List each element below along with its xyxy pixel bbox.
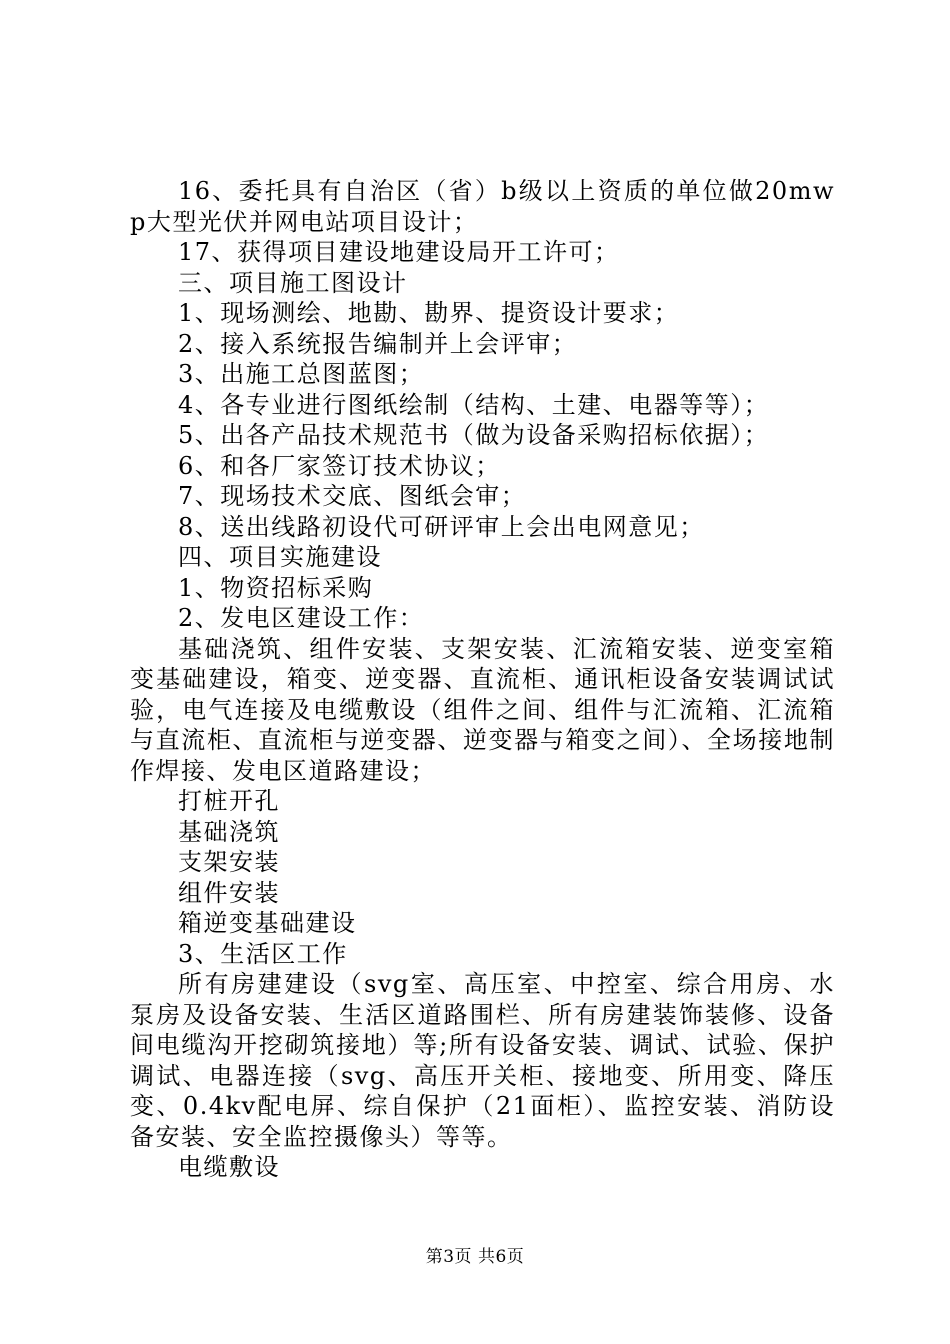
list-item-foundation: 基础浇筑 xyxy=(178,817,280,846)
paragraph-item-7: 7、现场技术交底、图纸会审； xyxy=(178,482,527,510)
paragraph-item-3: 3、出施工总图蓝图； xyxy=(178,360,425,388)
paragraph-item-5: 5、出各产品技术规范书（做为设备采购招标依据）； xyxy=(178,421,770,449)
paragraph-living-area: 3、生活区工作 xyxy=(178,939,348,968)
list-item-inverter-foundation: 箱逆变基础建设 xyxy=(178,909,357,937)
paragraph-item-4: 4、各专业进行图纸绘制（结构、土建、电器等等）； xyxy=(178,390,770,419)
list-item-module: 组件安装 xyxy=(178,878,280,907)
paragraph-generation-details: 基础浇筑、组件安装、支架安装、汇流箱安装、逆变室箱变基础建设，箱变、逆变器、直流柜、通讯柜设备安装调试试验，电气连接及电缆敷设（组件之间、组件与汇流箱、汇流箱与直流柜、直流柜与逆变器、逆变器与箱变之间）、全场接地制作焊接、发电区道路建设； xyxy=(130,634,835,785)
paragraph-item-6: 6、和各厂家签订技术协议； xyxy=(178,451,501,480)
list-item-cable-laying: 电缆敷设 xyxy=(178,1153,280,1181)
paragraph-item-1: 1、现场测绘、地勘、勘界、提资设计要求； xyxy=(178,299,680,327)
document-body xyxy=(130,176,835,1183)
paragraph-item-17: 17、获得项目建设地建设局开工许可； xyxy=(178,238,620,266)
paragraph-item-2: 2、接入系统报告编制并上会评审； xyxy=(178,329,578,358)
paragraph-item-8: 8、送出线路初设代可研评审上会出电网意见； xyxy=(178,512,705,541)
page-footer: 第3页 共6页 xyxy=(425,1247,525,1267)
paragraph-item-16: 16、委托具有自治区（省）b级以上资质的单位做20mwp大型光伏并网电站项目设计； xyxy=(130,177,835,236)
paragraph-living-details: 所有房建建设（svg室、高压室、中控室、综合用房、水泵房及设备安装、生活区道路围栏、所有房建装饰装修、设备间电缆沟开挖砌筑接地）等;所有设备安装、调试、试验、保护调试、电器连接（svg、高压开关柜、接地变、所用变、降压变、0.4kv配电屏、综自保护（21面柜）、监控安装、消防设备安装、安全监控摄像头）等等。 xyxy=(130,970,835,1151)
list-item-bracket: 支架安装 xyxy=(178,848,280,876)
list-item-piling: 打桩开孔 xyxy=(178,787,280,815)
section-heading-4: 四、项目实施建设 xyxy=(178,543,382,571)
section-heading-3: 三、项目施工图设计 xyxy=(178,268,408,297)
paragraph-generation-area: 2、发电区建设工作： xyxy=(178,604,425,632)
paragraph-procurement: 1、物资招标采购 xyxy=(178,573,374,602)
